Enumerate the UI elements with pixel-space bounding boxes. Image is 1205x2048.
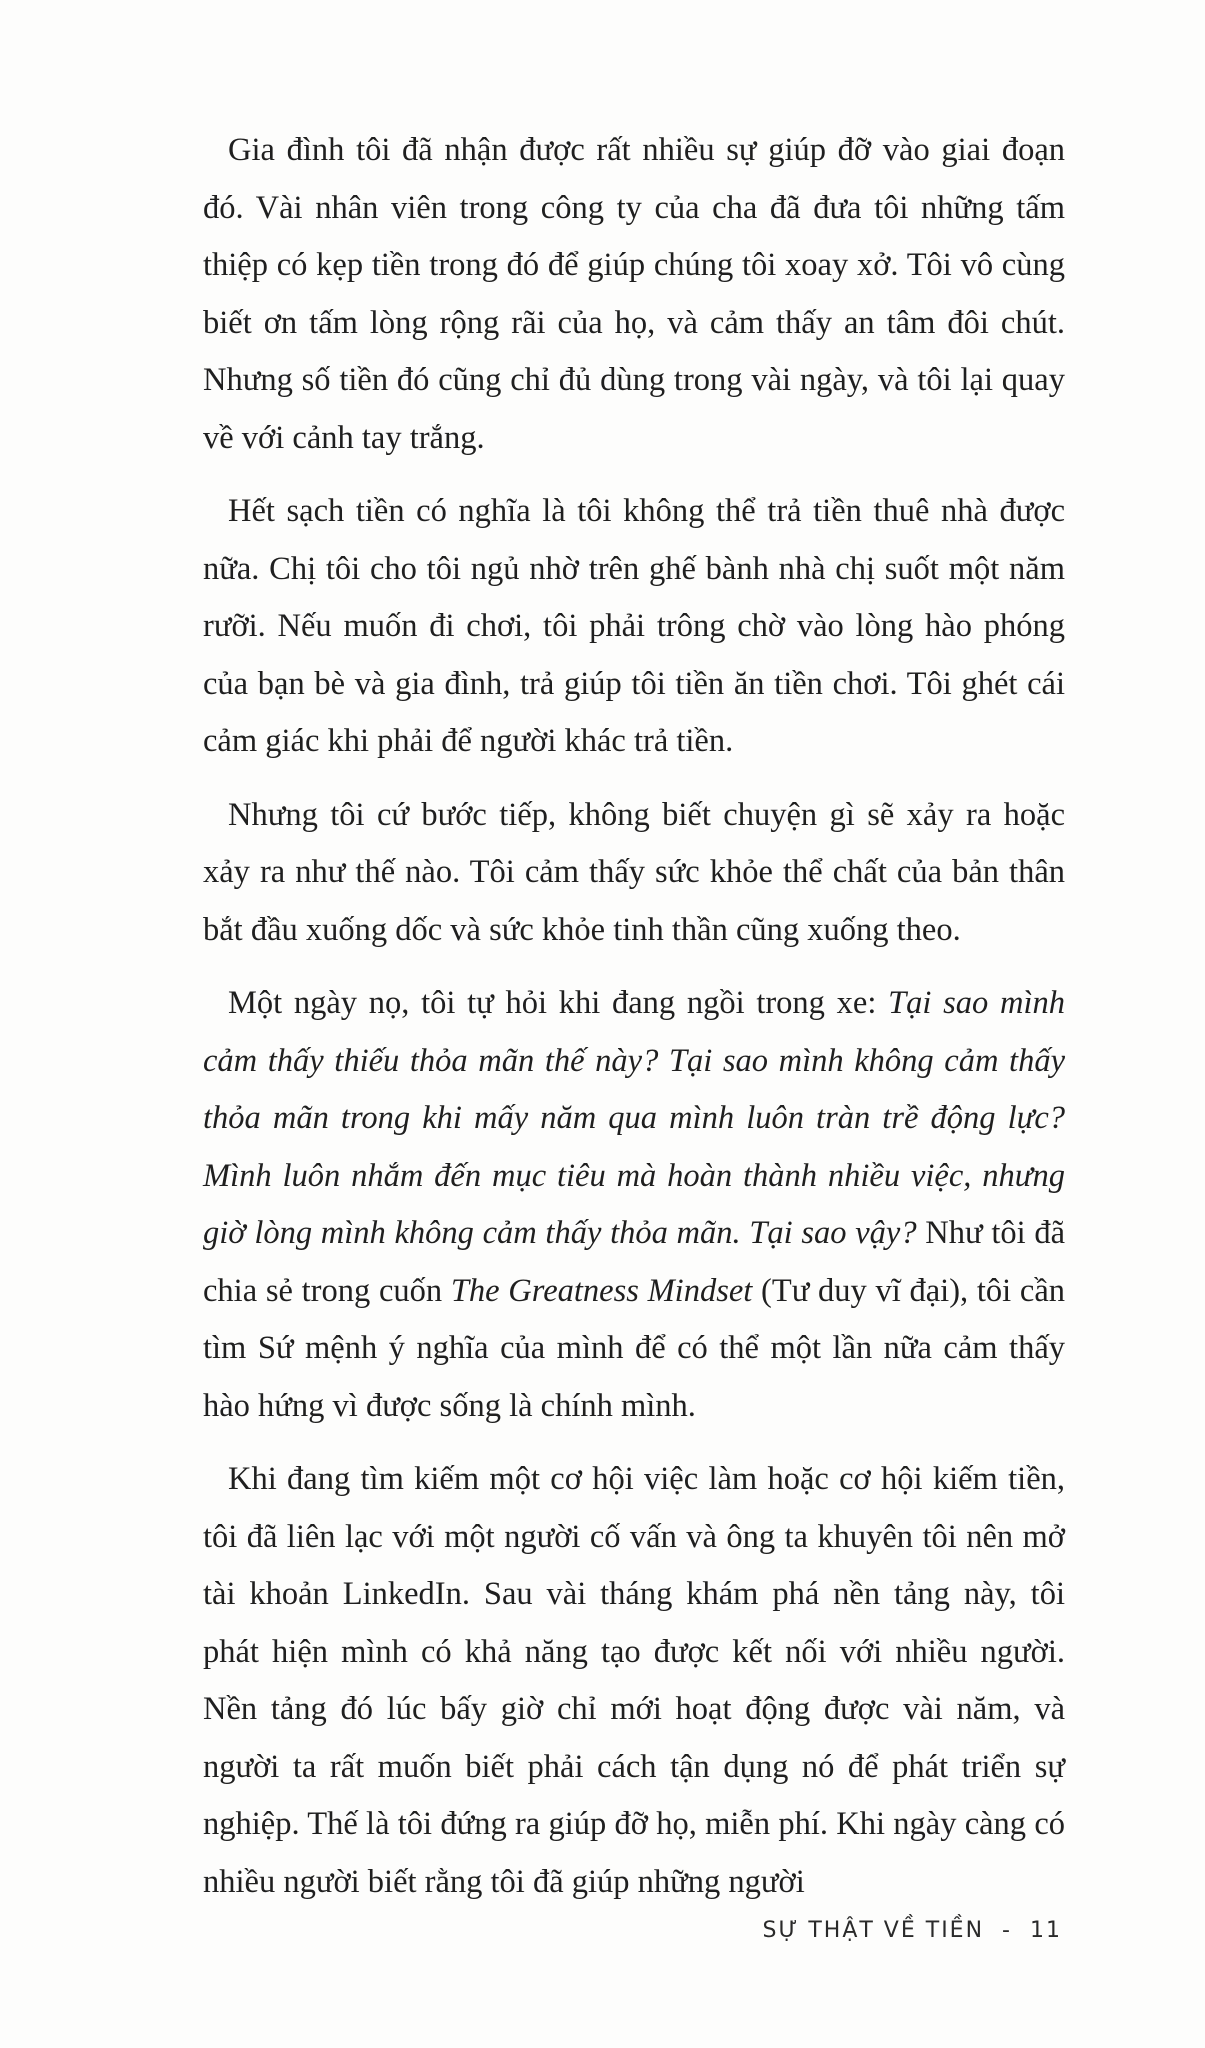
page-footer	[763, 1918, 1062, 1943]
footer-separator: -	[1002, 1918, 1012, 1943]
paragraph-4-inner-thought: Tại sao mình cảm thấy thiếu thỏa mãn thế này? Tại sao mình không cảm thấy thỏa mãn trong khi mấy năm qua mình luôn tràn trề động lực? Mình luôn nhắm đến mục tiêu mà hoàn thành nhiều việc, nhưng giờ lòng mình không cảm thấy thỏa mãn. Tại sao vậy?	[203, 985, 1065, 1251]
paragraph-4-middle: Như tôi đã chia sẻ trong cuốn	[203, 1215, 1065, 1309]
paragraph-2: Hết sạch tiền có nghĩa là tôi không thể trả tiền thuê nhà được nữa. Chị tôi cho tôi ngủ nhờ trên ghế bành nhà chị suốt một năm rưỡi. Nếu muốn đi chơi, tôi phải trông chờ vào lòng hào phóng của bạn bè và gia đình, trả giúp tôi tiền ăn tiền chơi. Tôi ghét cái cảm giác khi phải để người khác trả tiền.	[203, 493, 1065, 759]
paragraph-3: Nhưng tôi cứ bước tiếp, không biết chuyện gì sẽ xảy ra hoặc xảy ra như thế nào. Tôi cảm thấy sức khỏe thể chất của bản thân bắt đầu xuống dốc và sức khỏe tinh thần cũng xuống theo.	[203, 796, 1065, 948]
page-number: 11	[1030, 1918, 1062, 1943]
running-title: SỰ THẬT VỀ TIỀN	[762, 1918, 985, 1943]
paragraph-4-intro: Một ngày nọ, tôi tự hỏi khi đang ngồi trong xe:	[228, 985, 889, 1021]
paragraph-5: Khi đang tìm kiếm một cơ hội việc làm hoặc cơ hội kiếm tiền, tôi đã liên lạc với một người cố vấn và ông ta khuyên tôi nên mở tài khoản LinkedIn. Sau vài tháng khám phá nền tảng này, tôi phát hiện mình có khả năng tạo được kết nối với nhiều người. Nền tảng đó lúc bấy giờ chỉ mới hoạt động được vài năm, và người ta rất muốn biết phải cách tận dụng nó để phát triển sự nghiệp. Thế là tôi đứng ra giúp đỡ họ, miễn phí. Khi ngày càng có nhiều người biết rằng tôi đã giúp những người	[203, 1461, 1065, 1900]
paragraph-1: Gia đình tôi đã nhận được rất nhiều sự giúp đỡ vào giai đoạn đó. Vài nhân viên trong công ty của cha đã đưa tôi những tấm thiệp có kẹp tiền trong đó để giúp chúng tôi xoay xở. Tôi vô cùng biết ơn tấm lòng rộng rãi của họ, và cảm thấy an tâm đôi chút. Nhưng số tiền đó cũng chỉ đủ dùng trong vài ngày, và tôi lại quay về với cảnh tay trắng.	[203, 132, 1065, 456]
paragraph-4-end: (Tư duy vĩ đại), tôi cần tìm Sứ mệnh ý nghĩa của mình để có thể một lần nữa cảm thấy hào hứng vì được sống là chính mình.	[203, 1272, 1065, 1424]
book-title-reference: The Greatness Mindset	[450, 1272, 753, 1309]
body-text	[203, 122, 1065, 1927]
paragraph-4	[203, 975, 1065, 1435]
